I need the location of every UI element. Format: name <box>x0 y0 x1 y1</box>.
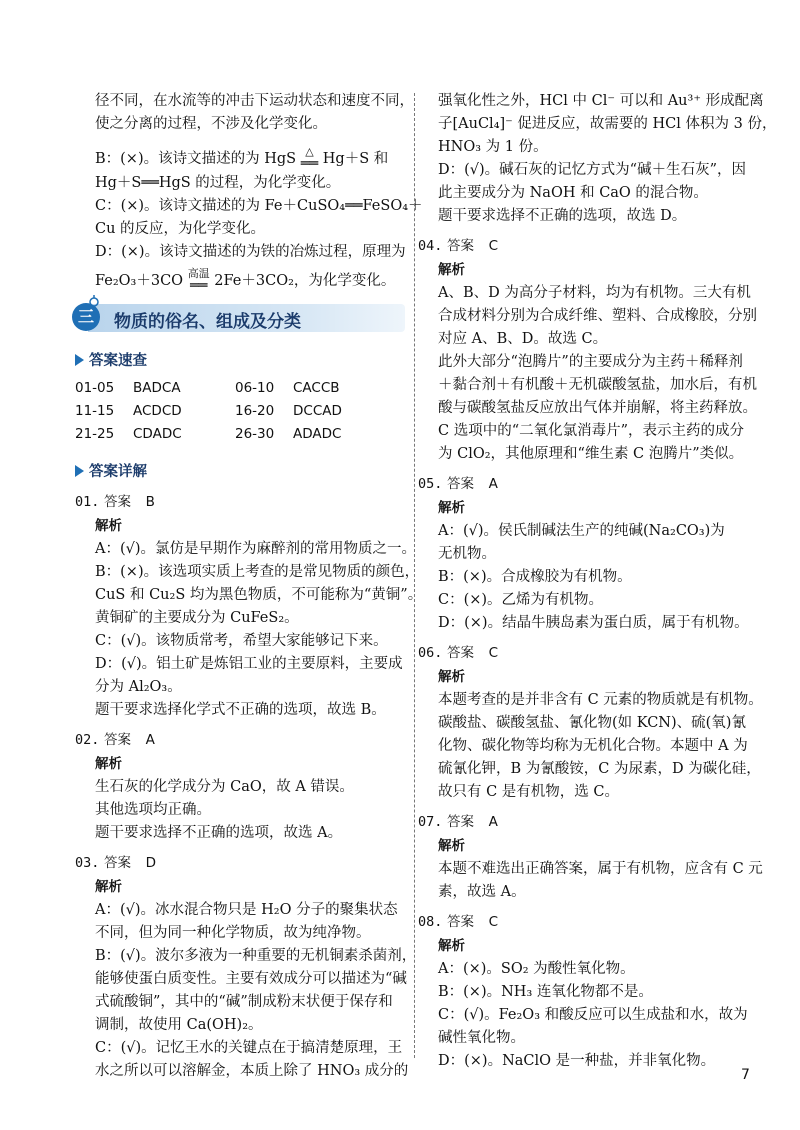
flask-icon <box>88 295 100 307</box>
analysis-label: 解析 <box>438 838 465 854</box>
analysis-label: 解析 <box>438 669 465 685</box>
section-banner <box>70 301 405 335</box>
range: 01-05 <box>75 380 115 396</box>
section-number-badge: 三 <box>72 303 100 331</box>
reaction-condition <box>188 268 210 294</box>
equation-left: Fe₂O₃＋3CO <box>95 272 184 289</box>
text-line: 水之所以可以溶解金，本质上除了 HNO₃ 成分的 <box>95 1063 409 1079</box>
text-line: 其他选项均正确。 <box>95 802 211 818</box>
left-column <box>75 90 423 1083</box>
right-column <box>418 90 777 1073</box>
text-line: 分为 Al₂O₃。 <box>95 679 182 695</box>
question-02-header: 02. 答案 A <box>75 732 155 748</box>
text-line: C：(√)。Fe₂O₃ 和酸反应可以生成盐和水，故为 <box>438 1007 748 1023</box>
answers: ADADC <box>293 426 342 442</box>
text-line: B：(×)。NH₃ 连氧化物都不是。 <box>438 984 653 1000</box>
text-line: Cu 的反应，为化学变化。 <box>95 220 266 237</box>
text-line: 碱性氧化物。 <box>438 1030 525 1046</box>
text-line: 不同，但为同一种化学物质，故为纯净物。 <box>95 925 371 941</box>
quick-row <box>75 423 395 446</box>
quick-row <box>75 377 395 400</box>
range: 21-25 <box>75 426 115 442</box>
question-07-header: 07. 答案 A <box>418 814 498 830</box>
text-line: D：(√)。铝土矿是炼铝工业的主要原料，主要成 <box>95 656 403 672</box>
text-line: 对应 A、B、D。故选 C。 <box>438 331 608 347</box>
analysis-label: 解析 <box>438 938 465 954</box>
page-number: 7 <box>741 1067 750 1083</box>
text-line: C：(×)。乙烯为有机物。 <box>438 592 604 608</box>
question-06-header: 06. 答案 C <box>418 645 499 661</box>
analysis-label: 解析 <box>438 262 465 278</box>
text-line: 使之分离的过程，不涉及化学变化。 <box>95 116 327 132</box>
text-line: D：(×)。结晶牛胰岛素为蛋白质，属于有机物。 <box>438 615 749 631</box>
text-line: 强氧化性之外，HCl 中 Cl⁻ 可以和 Au³⁺ 形成配离 <box>438 93 764 109</box>
analysis-label: 解析 <box>95 756 122 772</box>
text-line: D：(×)。NaClO 是一种盐，并非氧化物。 <box>438 1053 716 1069</box>
high-temp-label: 高温 <box>187 266 210 280</box>
text-line: 题干要求选择不正确的选项，故选 A。 <box>95 825 343 841</box>
answers: DCCAD <box>293 403 342 419</box>
column-divider <box>414 93 415 1058</box>
text-line: B：(×)。合成橡胶为有机物。 <box>438 569 632 585</box>
option-b-line <box>95 146 395 172</box>
text-line: 化物、碳化物等均称为无机化合物。本题中 A 为 <box>438 738 748 754</box>
range: 16-20 <box>235 403 275 419</box>
text-line: 此主要成分为 NaOH 和 CaO 的混合物。 <box>438 185 708 201</box>
question-03-header: 03. 答案 D <box>75 855 157 871</box>
text-line: A：(√)。氯仿是早期作为麻醉剂的常用物质之一。 <box>95 541 417 557</box>
text-line: A：(×)。SO₂ 为酸性氧化物。 <box>438 961 635 977</box>
equation-right: 2Fe＋3CO₂，为化学变化。 <box>214 272 396 289</box>
answers: CDADC <box>133 426 182 442</box>
question-01-header: 01. 答案 B <box>75 494 155 510</box>
quick-row <box>75 400 395 423</box>
option-b-text: B：(×)。该诗文描述的为 HgS <box>95 150 297 167</box>
text-line: 合成材料分别为合成纤维、塑料、合成橡胶，分别 <box>438 308 757 324</box>
text-line: 能够使蛋白质变性。主要有效成分可以描述为“碱 <box>95 971 407 987</box>
text-line: 碳酸盐、碳酸氢盐、氰化物(如 KCN)、硫(氧)氰 <box>438 715 746 731</box>
text-line: 硫氰化钾，B 为氰酸铵，C 为尿素，D 为碳化硅， <box>438 761 761 777</box>
text-line: 本题不难选出正确答案，属于有机物，应含有 C 元 <box>438 861 763 877</box>
text-line: HNO₃ 为 1 份。 <box>438 139 548 155</box>
section-title: 物质的俗名、组成及分类 <box>114 312 301 332</box>
text-line: C：(×)。该诗文描述的为 Fe＋CuSO₄══FeSO₄＋ <box>95 197 423 214</box>
text-line: Hg＋S══HgS 的过程，为化学变化。 <box>95 174 341 191</box>
text-line: 酸与碳酸氢盐反应放出气体并崩解，将主药释放。 <box>438 400 757 416</box>
text-line: C：(√)。记忆王水的关键点在于搞清楚原理，王 <box>95 1040 403 1056</box>
text-line: 无机物。 <box>438 546 496 562</box>
text-line: D：(√)。碱石灰的记忆方式为“碱＋生石灰”，因 <box>438 162 747 178</box>
text-line: D：(×)。该诗文描述的为铁的冶炼过程，原理为 <box>95 243 406 260</box>
text-line: B：(×)。该选项实质上考查的是常见物质的颜色， <box>95 564 420 580</box>
text-line: C 选项中的“二氧化氯消毒片”，表示主药的成分 <box>438 423 745 439</box>
quick-answer-table <box>75 377 395 446</box>
text-line: 题干要求选择化学式不正确的选项，故选 B。 <box>95 702 386 718</box>
analysis-label: 解析 <box>95 518 122 534</box>
text-line: 生石灰的化学成分为 CaO，故 A 错误。 <box>95 779 354 795</box>
text-line: 子[AuCl₄]⁻ 促进反应，故需要的 HCl 体积为 3 份， <box>438 116 777 132</box>
answers: CACCB <box>293 380 340 396</box>
text-line: A：(√)。冰水混合物只是 H₂O 分子的聚集状态 <box>95 902 398 918</box>
reaction-condition-heat <box>301 146 318 172</box>
text-line: B：(√)。波尔多液为一种重要的无机铜素杀菌剂， <box>95 948 417 964</box>
detail-heading: 答案详解 <box>75 460 395 484</box>
text-line: 调制，故使用 Ca(OH)₂。 <box>95 1017 263 1033</box>
equals-arrow-icon: ══ <box>300 156 319 172</box>
question-05-header: 05. 答案 A <box>418 476 498 492</box>
triangle-icon <box>75 465 84 477</box>
text-line: 黄铜矿的主要成分为 CuFeS₂。 <box>95 610 299 626</box>
quick-answer-heading: 答案速查 <box>75 349 395 373</box>
equals-arrow-icon: ══ <box>189 277 208 294</box>
text-line: A：(√)。侯氏制碱法生产的纯碱(Na₂CO₃)为 <box>438 523 725 539</box>
text-line: ＋黏合剂＋有机酸＋无机碳酸氢盐，加水后，有机 <box>438 377 757 393</box>
option-b-text-2: Hg＋S 和 <box>322 150 389 167</box>
text-line: 径不同，在水流等的冲击下运动状态和速度不同， <box>95 93 414 109</box>
text-line: 为 ClO₂，其他原理和“维生素 C 泡腾片”类似。 <box>438 446 744 462</box>
triangle-icon <box>75 354 84 366</box>
range: 06-10 <box>235 380 275 396</box>
text-line: 故只有 C 是有机物，选 C。 <box>438 784 620 800</box>
text-line: 本题考查的是并非含有 C 元素的物质就是有机物。 <box>438 692 763 708</box>
answers: ACDCD <box>133 403 182 419</box>
range: 26-30 <box>235 426 275 442</box>
answers: BADCA <box>133 380 181 396</box>
text-line: 此外大部分“泡腾片”的主要成分为主药＋稀释剂 <box>438 354 743 370</box>
option-d-equation <box>95 268 395 294</box>
question-04-header: 04. 答案 C <box>418 238 499 254</box>
text-line: 式硫酸铜”，其中的“碱”制成粉末状便于保存和 <box>95 994 393 1010</box>
text-line: 题干要求选择不正确的选项，故选 D。 <box>438 208 687 224</box>
text-line: A、B、D 为高分子材料，均为有机物。三大有机 <box>438 285 751 301</box>
heat-symbol: △ <box>305 145 314 158</box>
text-line: 素，故选 A。 <box>438 884 526 900</box>
text-line: CuS 和 Cu₂S 均为黑色物质，不可能称为“黄铜”。 <box>95 587 423 603</box>
analysis-label: 解析 <box>95 879 122 895</box>
question-08-header: 08. 答案 C <box>418 914 499 930</box>
analysis-label: 解析 <box>438 500 465 516</box>
range: 11-15 <box>75 403 115 419</box>
text-line: C：(√)。该物质常考，希望大家能够记下来。 <box>95 633 388 649</box>
